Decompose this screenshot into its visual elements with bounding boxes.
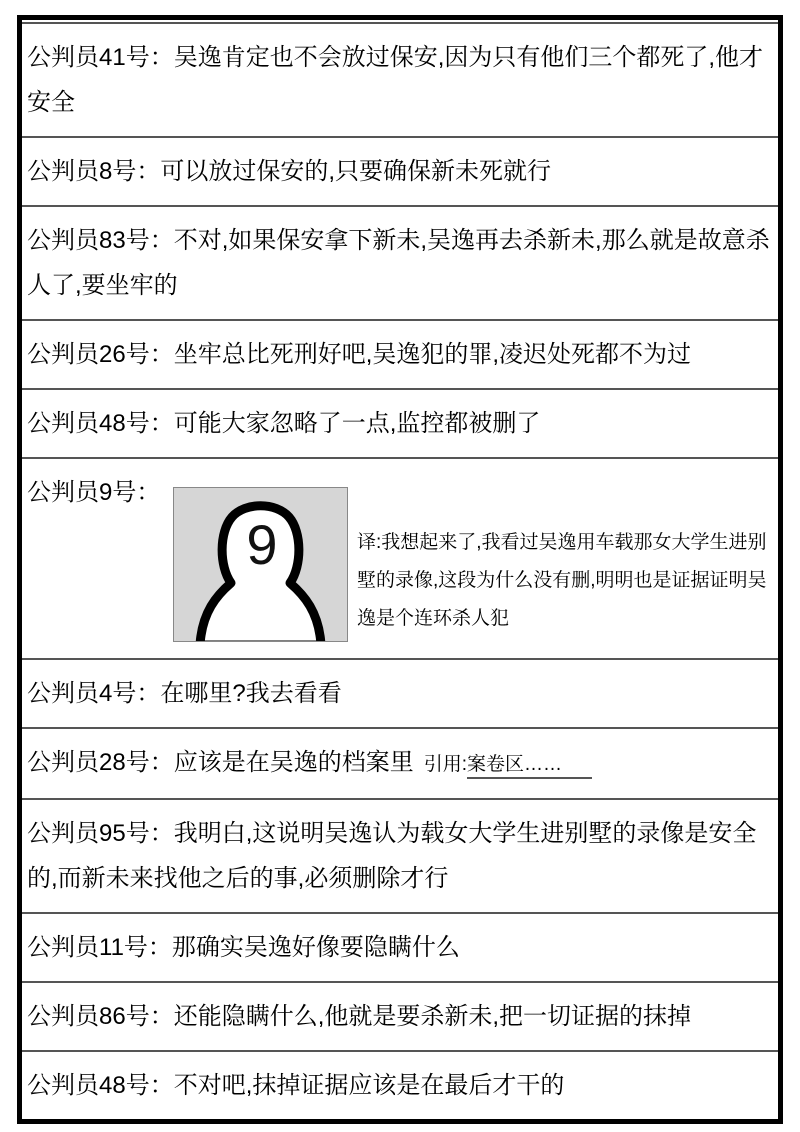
comment-message <box>27 149 773 194</box>
juror-comment-row <box>22 798 778 912</box>
comment-text: 坐牢总比死刑好吧,吴逸犯的罪,凌迟处死都不为过 <box>173 341 692 368</box>
comment-message <box>27 35 773 125</box>
juror-comment-row <box>22 319 778 388</box>
comment-message <box>27 925 773 970</box>
juror-comment-row <box>22 658 778 727</box>
comment-message <box>27 1063 773 1108</box>
avatar-number: 9 <box>246 513 278 576</box>
comment-message <box>27 740 773 787</box>
juror-comment-row <box>22 205 778 319</box>
juror-comment-row-with-avatar <box>22 457 778 658</box>
juror-label: 公判员83号： <box>27 227 174 254</box>
comment-message <box>27 811 773 901</box>
juror-label: 公判员11号： <box>27 934 172 961</box>
numbered-silhouette-icon <box>174 488 347 641</box>
comment-text: 我明白,这说明吴逸认为载女大学生进别墅的录像是安全的,而新未来找他之后的事,必须删除才行 <box>27 820 757 892</box>
juror-comments-table <box>17 15 783 1124</box>
juror-comment-row <box>22 388 778 457</box>
comment-text: 不对吧,抹掉证据应该是在最后才干的 <box>173 1072 565 1099</box>
comment-text: 还能隐瞒什么,他就是要杀新未,把一切证据的抹掉 <box>173 1003 692 1030</box>
juror-label: 公判员41号： <box>27 44 174 71</box>
juror-label: 公判员28号： <box>27 749 174 776</box>
avatar-translation-note: 译:我想起来了,我看过吴逸用车载那女大学生进别墅的录像,这段为什么没有删,明明也是证据证明吴逸是个连环杀人犯 <box>357 532 767 629</box>
comment-message <box>27 401 773 446</box>
comment-text: 应该是在吴逸的档案里 <box>173 749 414 776</box>
comment-text: 在哪里?我去看看 <box>160 680 342 707</box>
juror-label: 公判员26号： <box>27 341 174 368</box>
comment-message <box>27 218 773 308</box>
comment-message <box>27 671 773 716</box>
juror-comment-row <box>22 912 778 981</box>
comment-text: 吴逸肯定也不会放过保安,因为只有他们三个都死了,他才安全 <box>27 44 764 116</box>
juror-label: 公判员48号： <box>27 410 174 437</box>
juror-comment-row <box>22 22 778 136</box>
juror-label: 公判员48号： <box>27 1072 174 1099</box>
juror-comment-row <box>22 727 778 798</box>
quote-label: 引用: <box>423 754 467 775</box>
juror-comment-row <box>22 981 778 1050</box>
juror-comment-row <box>22 1050 778 1119</box>
quote-reference <box>424 754 592 775</box>
juror-label: 公判员4号： <box>27 680 161 707</box>
comment-text: 那确实吴逸好像要隐瞒什么 <box>171 934 460 961</box>
juror-label: 公判员95号： <box>27 820 174 847</box>
juror-label: 公判员9号： <box>27 479 161 506</box>
quote-link-case-files[interactable]: 案卷区…… <box>467 754 592 779</box>
juror-label: 公判员8号： <box>27 158 161 185</box>
juror-avatar-image[interactable] <box>173 487 348 642</box>
juror-comment-row <box>22 136 778 205</box>
comment-text: 不对,如果保安拿下新未,吴逸再去杀新未,那么就是故意杀人了,要坐牢的 <box>27 227 770 299</box>
comment-message <box>27 332 773 377</box>
comment-message <box>27 994 773 1039</box>
comment-text: 可能大家忽略了一点,监控都被删了 <box>173 410 541 437</box>
comment-text: 可以放过保安的,只要确保新未死就行 <box>160 158 552 185</box>
juror-label: 公判员86号： <box>27 1003 174 1030</box>
